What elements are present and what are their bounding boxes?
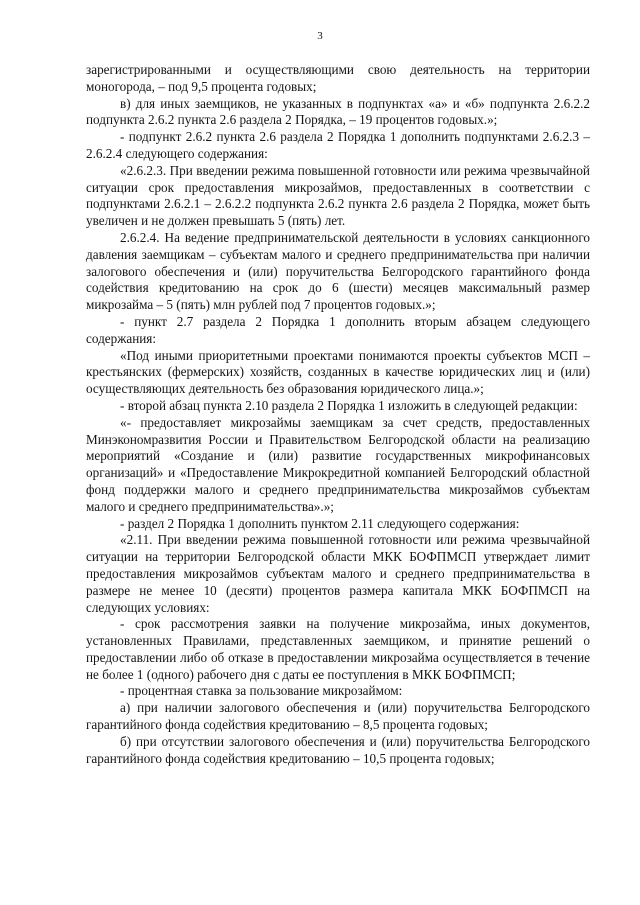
- paragraph: - процентная ставка за пользование микрозаймом:: [120, 683, 403, 699]
- page-number: 3: [317, 30, 323, 42]
- paragraph: «Под иными приоритетными проектами понимаются проекты субъектов МСП – крестьянских (фермерских) хозяйств, созданных в качестве юридических лиц и (или) осуществляющих деятельность без образования юридического лица.»;: [86, 347, 590, 397]
- paragraph: - второй абзац пункта 2.10 раздела 2 Порядка 1 изложить в следующей редакции:: [120, 397, 578, 413]
- paragraph: «2.6.2.3. При введении режима повышенной готовности или режима чрезвычайной ситуации срок предоставления микрозаймов, предоставленных в соответствии с подпунктами 2.6.2.1 – 2.6.2.2 подпункта 2.6.2 пункта 2.6 раздела 2 Порядка, может быть увеличен и не должен превышать 5 (пять) лет.: [86, 162, 590, 229]
- document-body: [86, 62, 590, 767]
- paragraph: «- предоставляет микрозаймы заемщикам за счет средств, предоставленных Минэкономразвития России и Правительством Белгородской области на реализацию мероприятий «Создание и (или) развитие государственных микрофинансовых организаций» и «Предоставление Микрокредитной компанией Белгородский областной фонд поддержки малого и среднего предпринимательства микрозаймов субъектам малого и среднего предпринимательства».»;: [86, 414, 590, 514]
- paragraph: «2.11. При введении режима повышенной готовности или режима чрезвычайной ситуации на территории Белгородской области МКК БОФПМСП утверждает лимит предоставления микрозаймов субъектам малого и среднего предпринимательства в размере не менее 10 (десяти) процентов размера капитала МКК БОФПМСП на следующих условиях:: [86, 532, 590, 615]
- paragraph: б) при отсутствии залогового обеспечения и (или) поручительства Белгородского гарантийного фонда содействия кредитованию – 10,5 процента годовых;: [86, 733, 590, 766]
- paragraph: а) при наличии залогового обеспечения и (или) поручительства Белгородского гарантийного фонда содействия кредитованию – 8,5 процента годовых;: [86, 700, 590, 733]
- paragraph: зарегистрированными и осуществляющими свою деятельность на территории моногорода, – под 9,5 процента годовых;: [86, 62, 590, 94]
- paragraph: - пункт 2.7 раздела 2 Порядка 1 дополнить вторым абзацем следующего содержания:: [86, 313, 590, 346]
- paragraph: - срок рассмотрения заявки на получение микрозайма, иных документов, установленных Правилами, представленных заемщиком, и принятие решений о предоставлении либо об отказе в предоставлении микрозайма осуществляется в течение не более 1 (одного) рабочего дня с даты ее поступления в МКК БОФПМСП;: [86, 616, 590, 682]
- paragraph: - подпункт 2.6.2 пункта 2.6 раздела 2 Порядка 1 дополнить подпунктами 2.6.2.3 – 2.6.2.4 следующего содержания:: [86, 129, 590, 161]
- paragraph: 2.6.2.4. На ведение предпринимательской деятельности в условиях санкционного давления заемщикам – субъектам малого и среднего предпринимательства при наличии залогового обеспечения и (или) поручительства Белгородского гарантийного фонда содействия кредитованию на срок до 6 (шести) месяцев максимальный размер микрозайма – 5 (пять) млн рублей под 7 процентов годовых.»;: [86, 229, 590, 313]
- paragraph: - раздел 2 Порядка 1 дополнить пунктом 2.11 следующего содержания:: [120, 515, 520, 531]
- paragraph: в) для иных заемщиков, не указанных в подпунктах «а» и «б» подпункта 2.6.2.2 подпункта 2.6.2 пункта 2.6 раздела 2 Порядка, – 19 процентов годовых.»;: [86, 95, 590, 128]
